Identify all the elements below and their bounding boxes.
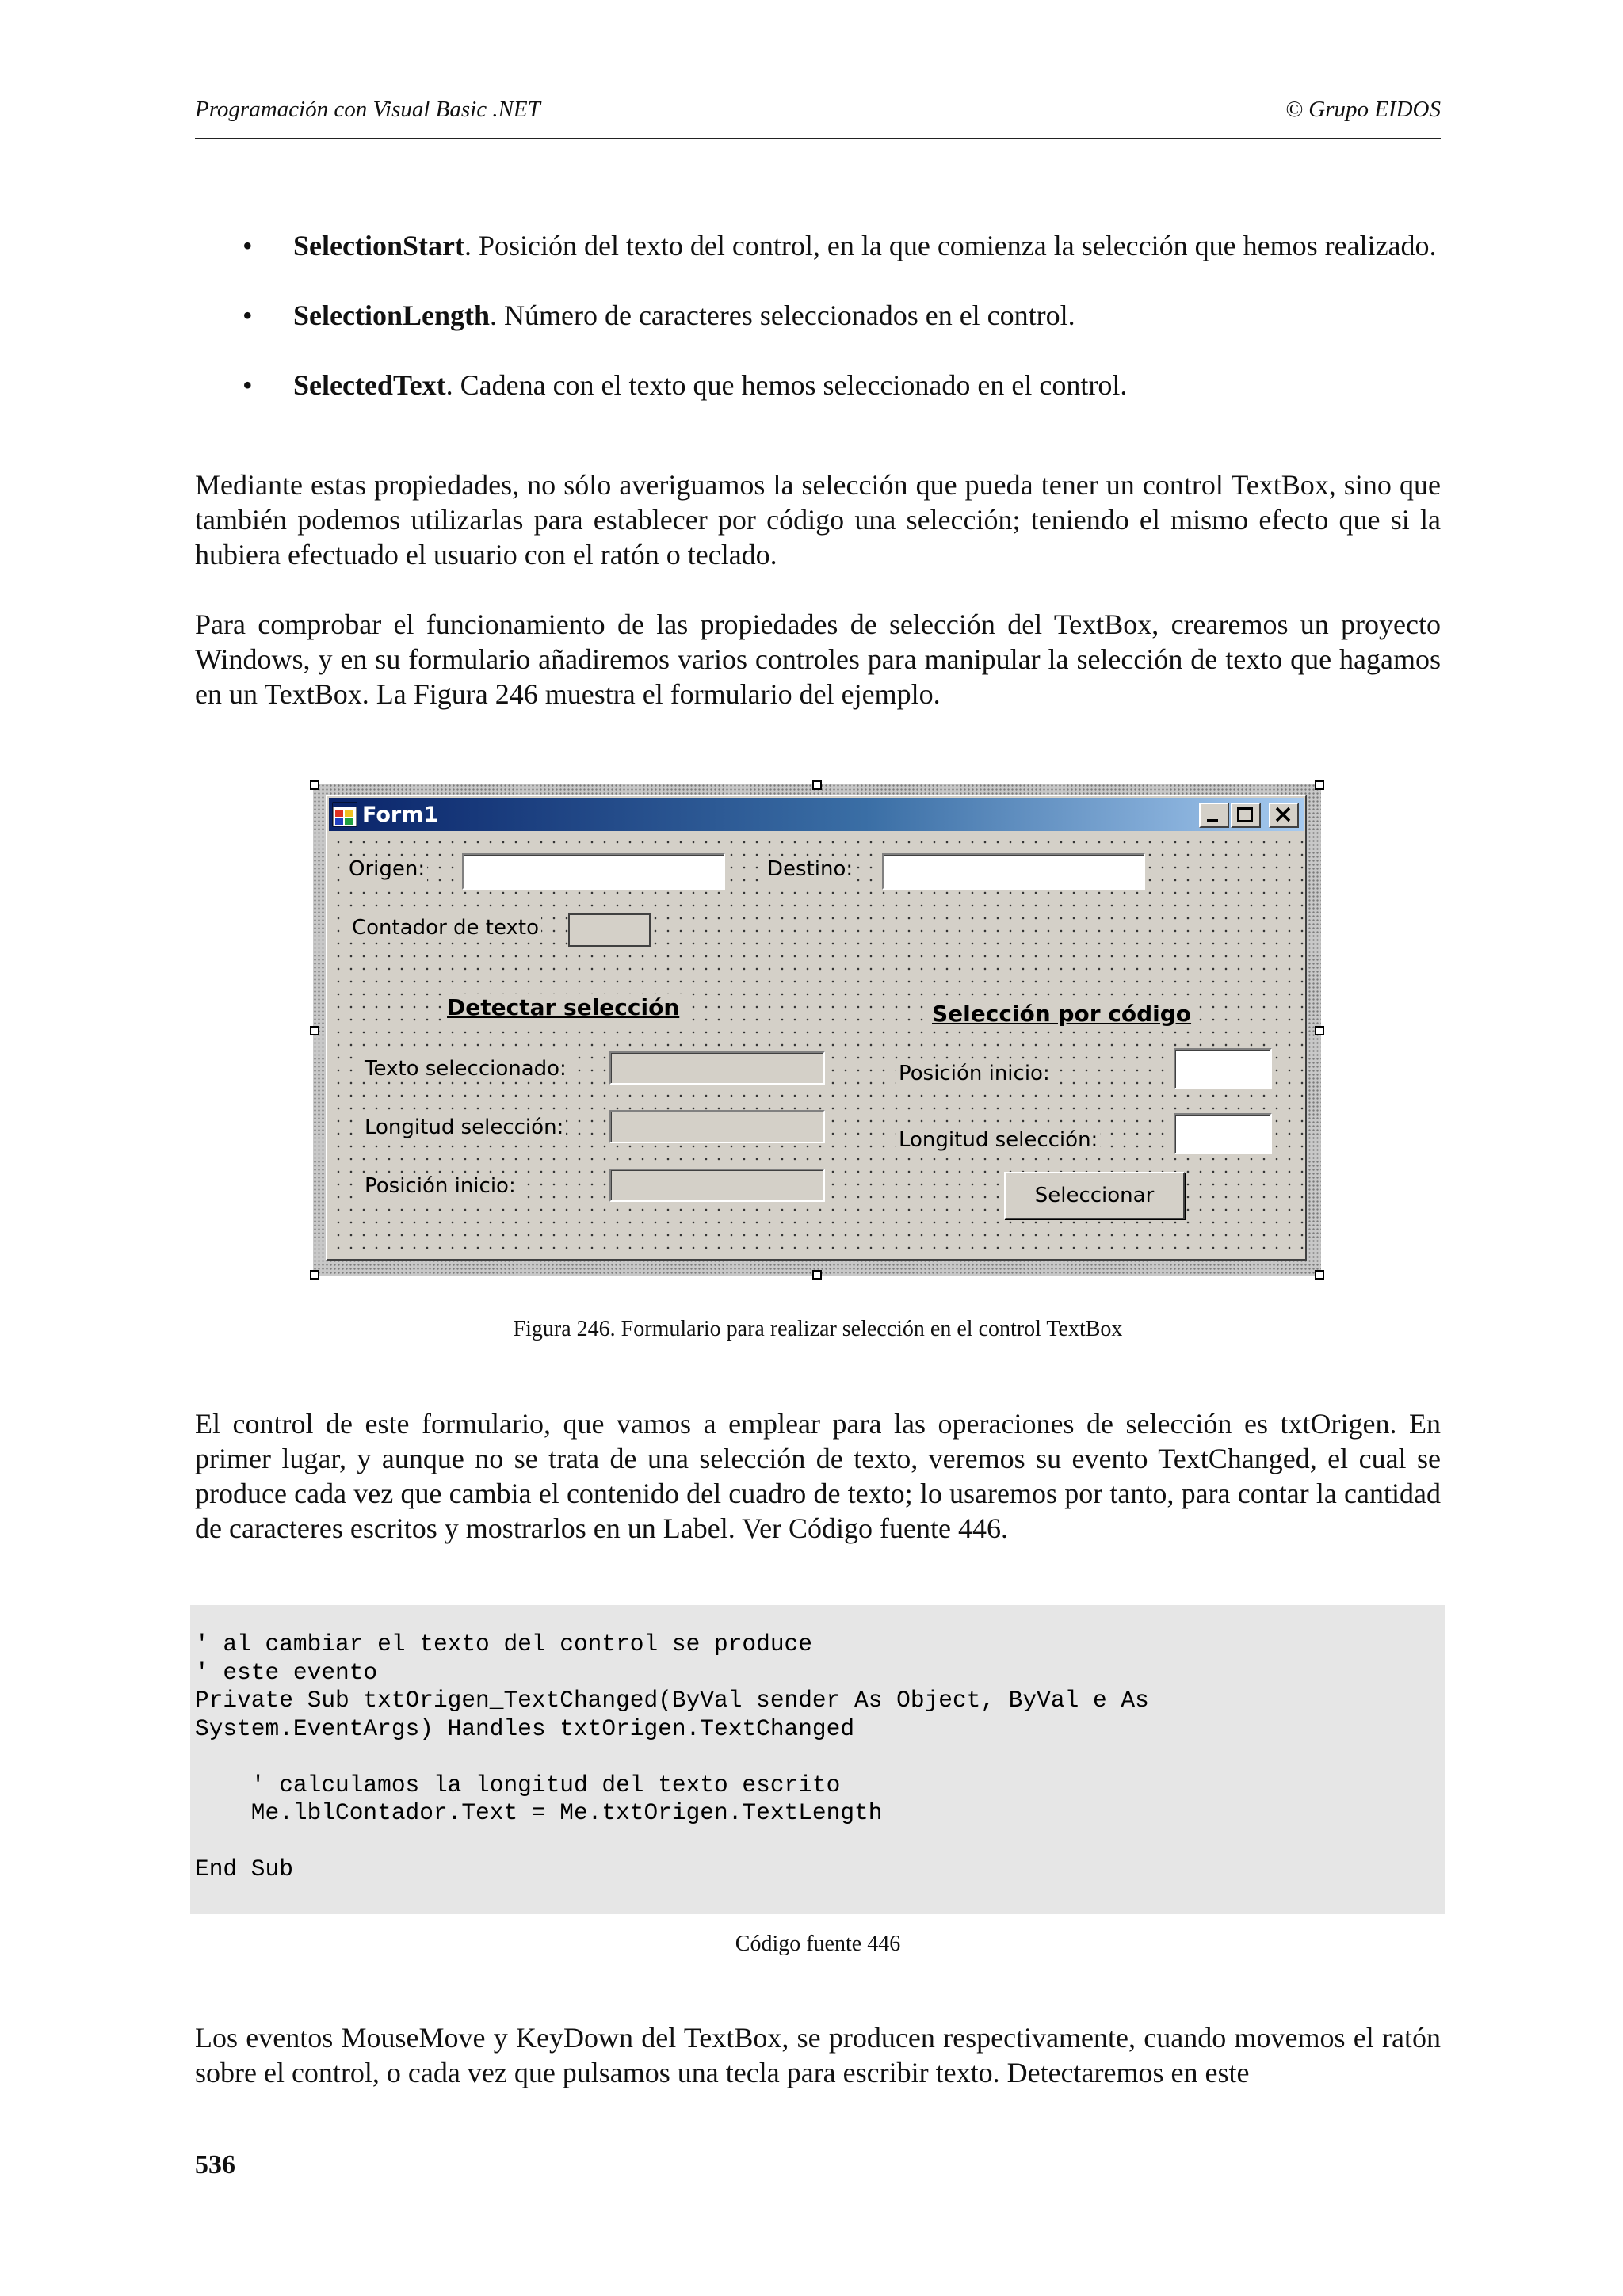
form-icon [332, 802, 357, 827]
destino-textbox[interactable] [882, 853, 1145, 890]
header-rule [195, 138, 1441, 139]
resize-handle[interactable] [812, 1270, 822, 1280]
resize-handle[interactable] [812, 780, 822, 790]
detectar-seleccion-heading: Detectar selección [445, 994, 682, 1021]
list-item [195, 298, 1441, 333]
form-window [326, 795, 1307, 1261]
destino-label: Destino: [765, 856, 855, 882]
contador-label: Contador de texto [349, 915, 541, 940]
header-publisher: © Grupo EIDOS [1285, 97, 1441, 122]
resize-handle[interactable] [1315, 780, 1324, 790]
posicion-inicio-codigo-label: Posición inicio: [896, 1061, 1052, 1086]
maximize-button[interactable] [1231, 803, 1261, 828]
posicion-inicio-codigo-textbox[interactable] [1174, 1048, 1272, 1089]
minimize-icon [1201, 804, 1228, 826]
resize-handle[interactable] [310, 1270, 319, 1280]
property-desc: . Número de caracteres seleccionados en el control. [490, 299, 1075, 331]
title-bar[interactable] [329, 798, 1304, 831]
close-icon [1270, 804, 1297, 826]
resize-handle[interactable] [310, 780, 319, 790]
resize-handle[interactable] [310, 1026, 319, 1035]
bullet-icon: • [242, 230, 253, 261]
form-designer-figure [310, 780, 1324, 1280]
origen-textbox[interactable] [462, 853, 725, 890]
figure-caption: Figura 246. Formulario para realizar selección en el control TextBox [513, 1317, 1123, 1341]
list-item [195, 368, 1441, 402]
code-caption: Código fuente 446 [735, 1932, 901, 1956]
property-list [195, 228, 1441, 437]
seleccion-codigo-heading: Selección por código [930, 1001, 1193, 1028]
longitud-seleccion-codigo-label: Longitud selección: [896, 1127, 1100, 1153]
property-name: SelectionStart [293, 230, 464, 261]
contador-value [568, 913, 651, 947]
property-desc: . Posición del texto del control, en la que comienza la selección que hemos realizado. [464, 230, 1437, 261]
posicion-inicio-textbox[interactable] [609, 1169, 825, 1202]
page-number: 536 [195, 2150, 235, 2180]
minimize-button[interactable] [1199, 803, 1229, 828]
resize-handle[interactable] [1315, 1026, 1324, 1035]
paragraph: El control de este formulario, que vamos a emplear para las operaciones de selección es txtOrigen. En primer lugar, y aunque no se trata de una selección de texto, veremos su evento TextChanged, el cual se produce cada vez que cambia el contenido del cuadro de texto; lo usaremos por tanto, para contar la cantidad de caracteres escritos y mostrarlos en un Label. Ver Código fuente 446. [195, 1408, 1441, 1544]
texto-seleccionado-label: Texto seleccionado: [362, 1056, 569, 1081]
property-name: SelectionLength [293, 299, 490, 331]
code-listing [190, 1605, 1445, 1914]
origen-label: Origen: [346, 856, 427, 882]
header-book-title: Programación con Visual Basic .NET [195, 97, 540, 122]
paragraph: Los eventos MouseMove y KeyDown del TextBox, se producen respectivamente, cuando movemos el ratón sobre el control, o cada vez que pulsamos una tecla para escribir texto. Detectaremos en este [195, 2022, 1441, 2088]
property-desc: . Cadena con el texto que hemos seleccionado en el control. [445, 369, 1128, 401]
paragraph: Para comprobar el funcionamiento de las propiedades de selección del TextBox, crearemos un proyecto Windows, y en su formulario añadiremos varios controles para manipular la selección de texto que hagamos en un TextBox. La Figura 246 muestra el formulario del ejemplo. [195, 608, 1441, 710]
bullet-icon: • [242, 299, 253, 331]
texto-seleccionado-textbox[interactable] [609, 1051, 825, 1085]
longitud-seleccion-codigo-textbox[interactable] [1174, 1113, 1272, 1154]
list-item [195, 228, 1441, 263]
seleccionar-button[interactable]: Seleccionar [1004, 1172, 1185, 1219]
longitud-seleccion-label: Longitud selección: [362, 1115, 566, 1140]
posicion-inicio-label: Posición inicio: [362, 1173, 518, 1199]
window-title: Form1 [362, 803, 439, 827]
resize-handle[interactable] [1315, 1270, 1324, 1280]
longitud-seleccion-textbox[interactable] [609, 1110, 825, 1143]
close-button[interactable] [1269, 803, 1299, 828]
code-text: ' al cambiar el texto del control se produce ' este evento Private Sub txtOrigen_TextChanged(ByVal sender As Object, ByVal e As System.EventArgs) Handles txtOrigen.TextChanged ' calculamos la longitud del texto escrito Me.lblContador.Text = Me.txtOrigen.TextLength End Sub [195, 1630, 1149, 1882]
property-name: SelectedText [293, 369, 446, 401]
bullet-icon: • [242, 369, 253, 401]
paragraph: Mediante estas propiedades, no sólo averiguamos la selección que pueda tener un control TextBox, sino que también podemos utilizarlas para establecer por código una selección; teniendo el mismo efecto que si la hubiera efectuado el usuario con el ratón o teclado. [195, 469, 1441, 570]
maximize-icon [1232, 804, 1259, 826]
